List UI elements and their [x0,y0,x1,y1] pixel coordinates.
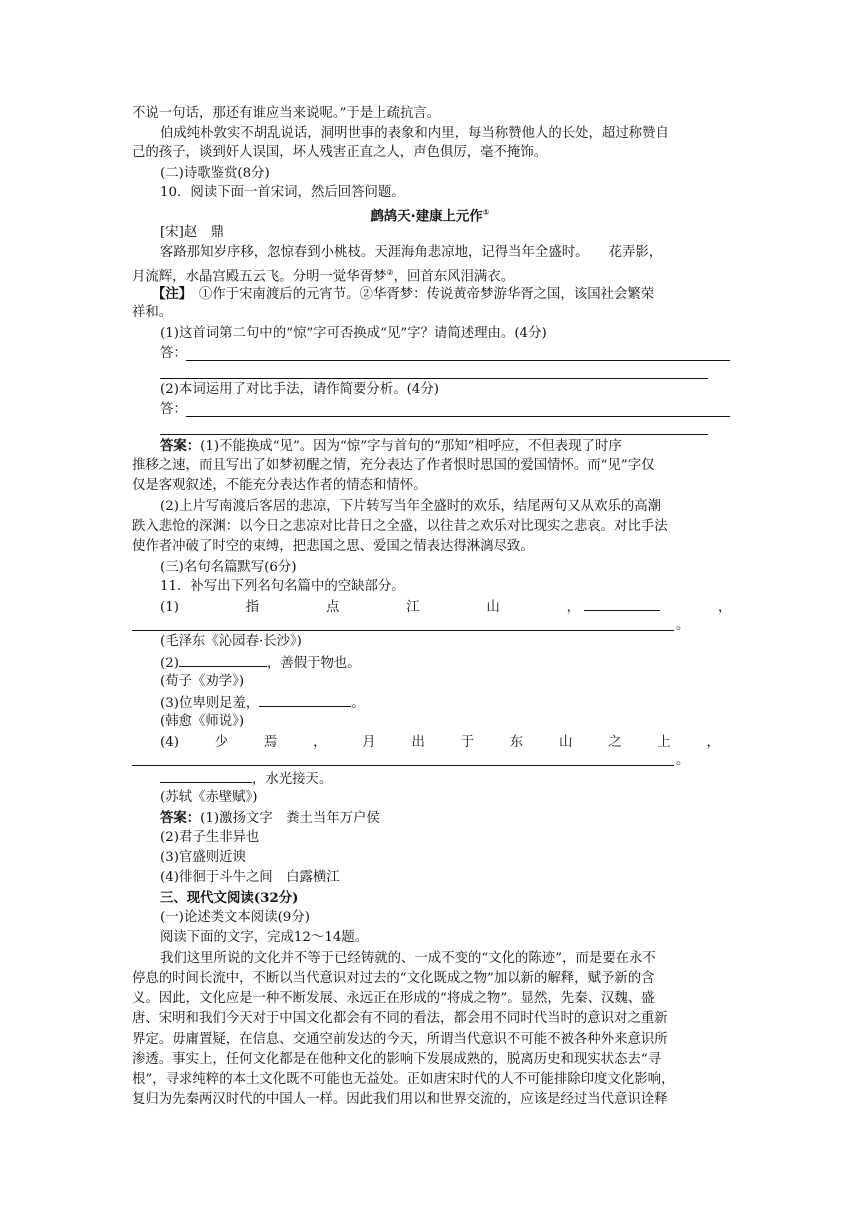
answer-text: (2)上片写南渡后客居的悲凉，下片转写当年全盛时的欢乐，结尾两句又从欢乐的高潮 [160,499,662,514]
source-1: (毛泽东《沁园春·长沙》) [160,634,302,649]
char: 之 [608,735,622,750]
item-1-chars [160,598,580,618]
answer-line[interactable] [186,360,730,361]
answer-text: 推移之速，而且写出了如梦初醒之情，充分表达了作者恨时思国的爱国情怀。而“见”字仅 [132,458,655,473]
passage-paragraph-line: 义。因此，文化应是一种不断发展、永远正在形成的“将成之物”。显然，先秦、汉魏、盛 [132,991,655,1006]
item-text: ，水光接天。 [252,772,333,787]
answer-prompt: 答： [160,346,187,361]
answer-text: 仅是客观叙述，不能充分表达作者的情态和情怀。 [132,478,427,493]
poem-text-part: ，回首东风泪满衣。 [393,269,515,285]
answer-text: (1)激扬文字 粪土当年万户侯 [200,811,380,826]
sub-section-heading: (一)论述类文本阅读(9分) [160,910,310,925]
passage-paragraph-line: 我们这里所说的文化并不等于已经铸就的、一成不变的“文化的陈迹”，而是要在永不 [160,951,656,966]
answer-label: 答案： [160,438,201,454]
dictation-item-1 [160,598,732,618]
char: ， [706,735,720,750]
note-label: 【注】 [152,286,186,302]
punct: 。 [676,753,690,768]
punct: 。 [676,618,690,633]
passage-line: 伯成纯朴敦实不胡乱说话，洞明世事的表象和内里，每当称赞他人的长处，超过称赞自 [160,126,669,141]
answer-prompt: 答： [160,402,187,417]
footnote-mark: ② [386,268,394,277]
question-10: 10．阅读下面一首宋词，然后回答问题。 [160,185,405,200]
passage-paragraph-line: 渗透。事实上，任何文化都是在他种文化的影响下发展成熟的，脱离历史和现实状态去“寻 [132,1052,662,1067]
char: ， [566,600,580,615]
answer-text: 使作者冲破了时空的束缚，把悲国之思、爱国之情表达得淋漓尽致。 [132,539,534,554]
char: 山 [486,600,500,615]
passage-line: 己的孩子，谈到奸人误国，坏人残害正直之人，声色俱厉，毫不掩饰。 [132,145,548,160]
item-text: (3)位卑则足羞， [160,696,260,711]
note-text: ①作于宋南渡后的元宵节。②华胥梦：传说黄帝梦游华胥之国，该国社会繁荣 [185,287,655,302]
passage-paragraph-line: 界定。毋庸置疑，在信息、交通空前发达的今天，所谓当代意识不可能不被各种外来意识所 [132,1032,668,1047]
dictation-item-4 [160,733,732,753]
char: 出 [411,735,425,750]
section-heading-dictation: (三)名句名篇默写(6分) [160,560,297,575]
answer-label: 答案： [160,810,201,826]
blank-field[interactable] [132,630,674,631]
poem-text-part: 月流辉，水晶宫殿五云飞。分明一觉华胥梦 [132,269,387,285]
answer-text: (4)徘徊于斗牛之间 白露横江 [160,870,340,885]
char: 焉 [263,735,278,750]
poem-text-line: 客路那知岁序移，忽惊春到小桃枝。天涯海角悲凉地，记得当年全盛时。 花弄影， [160,245,663,260]
blank-field[interactable] [259,692,351,707]
answer-line[interactable] [186,416,730,417]
char: 少 [214,735,229,750]
char: 江 [406,600,420,615]
poem-note-cont: 祥和。 [132,305,173,320]
passage-line: 不说一句话，那还有谁应当来说呢。”于是上疏抗言。 [132,106,441,121]
section-heading-poetry: (二)诗歌鉴赏(8分) [160,166,270,181]
char: (4) [160,735,179,750]
sub-question-1: (1)这首词第二句中的“惊”字可否换成“见”字？请简述理由。(4分) [160,326,547,341]
dictation-answer [160,808,732,829]
passage-paragraph-line: 停息的时间长流中，不断以当代意识对过去的“文化既成之物”加以新的解释，赋予新的含 [132,971,655,986]
item-number: (2) [160,656,179,671]
sub-question-2: (2)本词运用了对比手法，请作简要分析。(4分) [160,382,439,397]
passage-paragraph-line: 根”，寻求纯粹的本土文化既不可能也无益处。正如唐宋时代的人不可能排除印度文化影响， [132,1072,675,1087]
char: 指 [245,600,260,615]
passage-paragraph-line: 复归为先秦两汉时代的中国人一样。因此我们用以和世界交流的，应该是经过当代意识诠释 [132,1092,668,1107]
char: ， [313,735,327,750]
section-heading-modern: 三、现代文阅读(32分) [160,890,299,906]
passage-paragraph-line: 唐、宋明和我们今天对于中国文化都会有不同的看法，都会用不同时代当时的意识对之重新 [132,1011,668,1026]
item-text: 。 [351,696,365,711]
question-11: 11．补写出下列名句名篇中的空缺部分。 [160,579,405,594]
item-4-chars [160,733,720,753]
answer-text: (1)不能换成“见”。因为“惊”字与首句的“那知”相呼应，不但表现了时序 [200,439,622,454]
dictation-item-2 [160,652,732,674]
char: 月 [362,735,376,750]
char: (1) [160,600,179,615]
answer-line-text [160,436,732,457]
reading-instruction: 阅读下面的文字，完成12～14题。 [160,930,369,945]
char: 于 [460,735,474,750]
answer-text: 跌入悲怆的深渊：以今日之悲凉对比昔日之全盛，以往昔之欢乐对比现实之悲哀。对比手法 [132,519,668,534]
poem-author: [宋]赵 鼎 [160,225,225,240]
blank-field[interactable] [584,610,660,611]
blank-field[interactable] [160,768,252,783]
dictation-item-4-cont [160,768,732,790]
punct: ， [718,600,732,615]
char: 上 [657,735,671,750]
source-2: (荀子《劝学》) [160,674,245,689]
footnote-mark: ① [482,208,490,217]
blank-field[interactable] [179,652,267,667]
answer-line[interactable] [160,378,708,379]
poem-title-text: 鹧鸪天·建康上元作 [370,209,483,225]
poem-note [152,284,752,305]
char: 点 [325,600,340,615]
source-4: (苏轼《赤壁赋》) [160,790,258,805]
answer-text: (2)君子生非异也 [160,830,260,845]
char: 山 [558,735,573,750]
dictation-item-3 [160,692,732,714]
char: 东 [509,735,524,750]
source-3: (韩愈《师说》) [160,714,245,729]
item-text: ，善假于物也。 [266,656,361,671]
answer-line[interactable] [160,434,708,435]
answer-text: (3)官盛则近谀 [160,850,246,865]
blank-field[interactable] [132,765,674,766]
